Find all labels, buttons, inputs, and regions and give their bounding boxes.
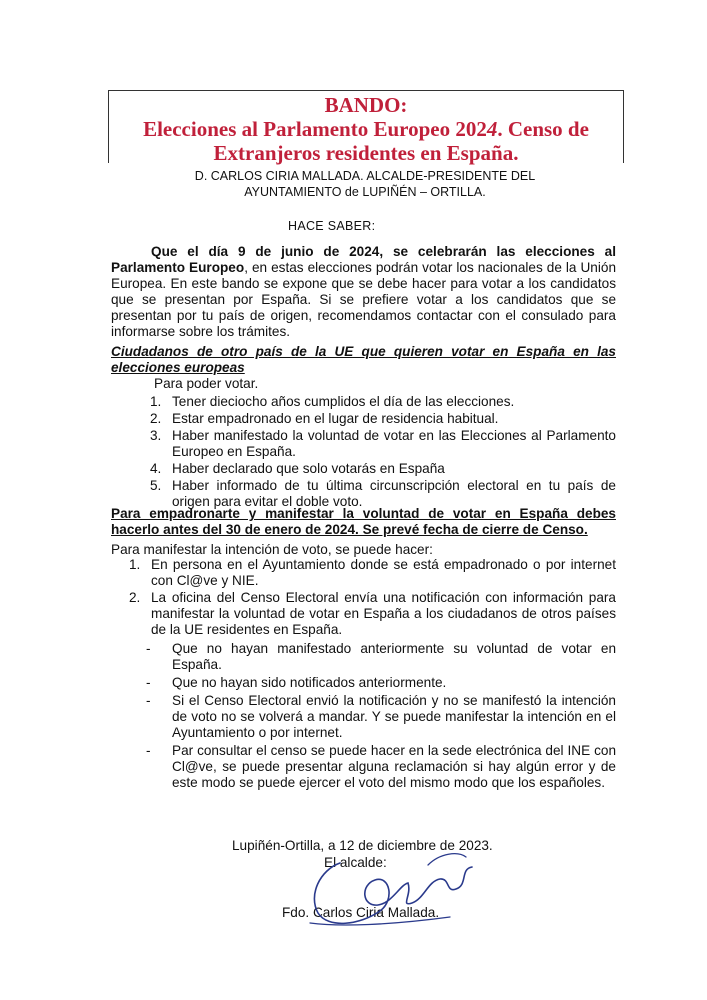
list-number: 3. bbox=[150, 428, 162, 443]
author-line-2: AYUNTAMIENTO de LUPIÑÉN – ORTILLA. bbox=[244, 185, 486, 199]
title-line-2-text: Elecciones al Parlamento Europeo 202 bbox=[143, 117, 487, 141]
list-text: Tener dieciocho años cumplidos el día de las elecciones. bbox=[172, 394, 515, 409]
title-box bbox=[108, 90, 624, 163]
list-dash: - bbox=[146, 641, 151, 656]
list-item bbox=[146, 675, 616, 691]
list-item bbox=[129, 590, 616, 638]
list-number: 5. bbox=[150, 478, 162, 493]
list-item bbox=[146, 693, 616, 741]
list-text: Haber informado de tu última circunscripción electoral en tu país de origen para evitar el doble voto. bbox=[172, 478, 616, 509]
intro-rest: , en estas elecciones podrán votar los nacionales de la Unión Europea. En este bando se expone que se debe hacer para votar a los candidatos que se presentan por España. Si se prefiere votar a los candidatos que se presentan por tu país de origen, recomendamos contactar con el consulado para informarse sobre los trámites. bbox=[111, 260, 617, 339]
list-number: 4. bbox=[150, 461, 162, 476]
list-item bbox=[146, 743, 616, 791]
list-dash: - bbox=[146, 743, 151, 758]
place-date: Lupiñén-Ortilla, a 12 de diciembre de 2023. bbox=[232, 838, 493, 853]
title-line-2 bbox=[109, 117, 623, 141]
list-text: Haber manifestado la voluntad de votar en las Elecciones al Parlamento Europeo en España. bbox=[172, 428, 616, 459]
list-number: 1. bbox=[150, 394, 162, 409]
intro-paragraph bbox=[111, 244, 616, 340]
section-2-heading: Para empadronarte y manifestar la voluntad de votar en España debes hacerlo antes del 30 de enero de 2024. Se prevé fecha de cierre de Censo. bbox=[111, 506, 616, 537]
requirements-list bbox=[150, 394, 616, 511]
section-1-intro: Para poder votar. bbox=[154, 376, 259, 391]
title-handwritten-digit: 4 bbox=[486, 117, 498, 141]
notes-list bbox=[146, 641, 616, 793]
list-number: 2. bbox=[129, 590, 141, 605]
list-item bbox=[150, 461, 616, 477]
list-dash: - bbox=[146, 675, 151, 690]
list-text: Que no hayan sido notificados anteriormente. bbox=[172, 675, 447, 690]
author-block bbox=[180, 168, 550, 200]
title-bando: BANDO: bbox=[324, 93, 408, 117]
list-text: En persona en el Ayuntamiento donde se está empadronado o por internet con Cl@ve y NIE. bbox=[151, 557, 616, 588]
list-item bbox=[150, 394, 616, 410]
list-item bbox=[146, 641, 616, 673]
list-item bbox=[129, 557, 616, 589]
list-number: 2. bbox=[150, 411, 162, 426]
list-text: Estar empadronado en el lugar de residencia habitual. bbox=[172, 411, 499, 426]
handwritten-signature bbox=[300, 845, 500, 935]
section-1-heading: Ciudadanos de otro país de la UE que quieren votar en España en las elecciones europeas bbox=[111, 344, 616, 375]
section-2-intro: Para manifestar la intención de voto, se puede hacer: bbox=[111, 542, 433, 557]
title-line-3: Extranjeros residentes en España. bbox=[213, 141, 519, 165]
list-text: La oficina del Censo Electoral envía una notificación con información para manifestar la voluntad de votar en España a los ciudadanos de otros países de la UE residentes en España. bbox=[151, 590, 616, 637]
list-text: Si el Censo Electoral envió la notificación y no se manifestó la intención de voto no se volverá a mandar. Y se puede manifestar la intención en el Ayuntamiento o por internet. bbox=[172, 693, 616, 740]
author-line-1: D. CARLOS CIRIA MALLADA. ALCALDE-PRESIDENTE DEL bbox=[194, 169, 536, 183]
options-list bbox=[129, 557, 616, 639]
list-item bbox=[150, 428, 616, 460]
intro-bold: Que el día 9 de junio de 2024, se celebrarán las elecciones al Parlamento Europeo bbox=[111, 244, 616, 275]
list-dash: - bbox=[146, 693, 151, 708]
list-item bbox=[150, 411, 616, 427]
list-text: Que no hayan manifestado anteriormente su voluntad de votar en España. bbox=[172, 641, 616, 672]
list-text: Par consultar el censo se puede hacer en la sede electrónica del INE con Cl@ve, se puede presentar alguna reclamación si hay algún error y de este modo se puede ejercer el voto del mismo modo que los españoles. bbox=[172, 743, 616, 790]
title-line-2-end: . Censo de bbox=[497, 117, 589, 141]
signed-by: Fdo. Carlos Ciria Mallada. bbox=[282, 905, 440, 920]
list-text: Haber declarado que solo votarás en España bbox=[172, 461, 445, 476]
alcalde-label: El alcalde: bbox=[324, 855, 387, 870]
list-number: 1. bbox=[129, 557, 141, 572]
hace-saber: HACE SABER: bbox=[288, 219, 376, 233]
